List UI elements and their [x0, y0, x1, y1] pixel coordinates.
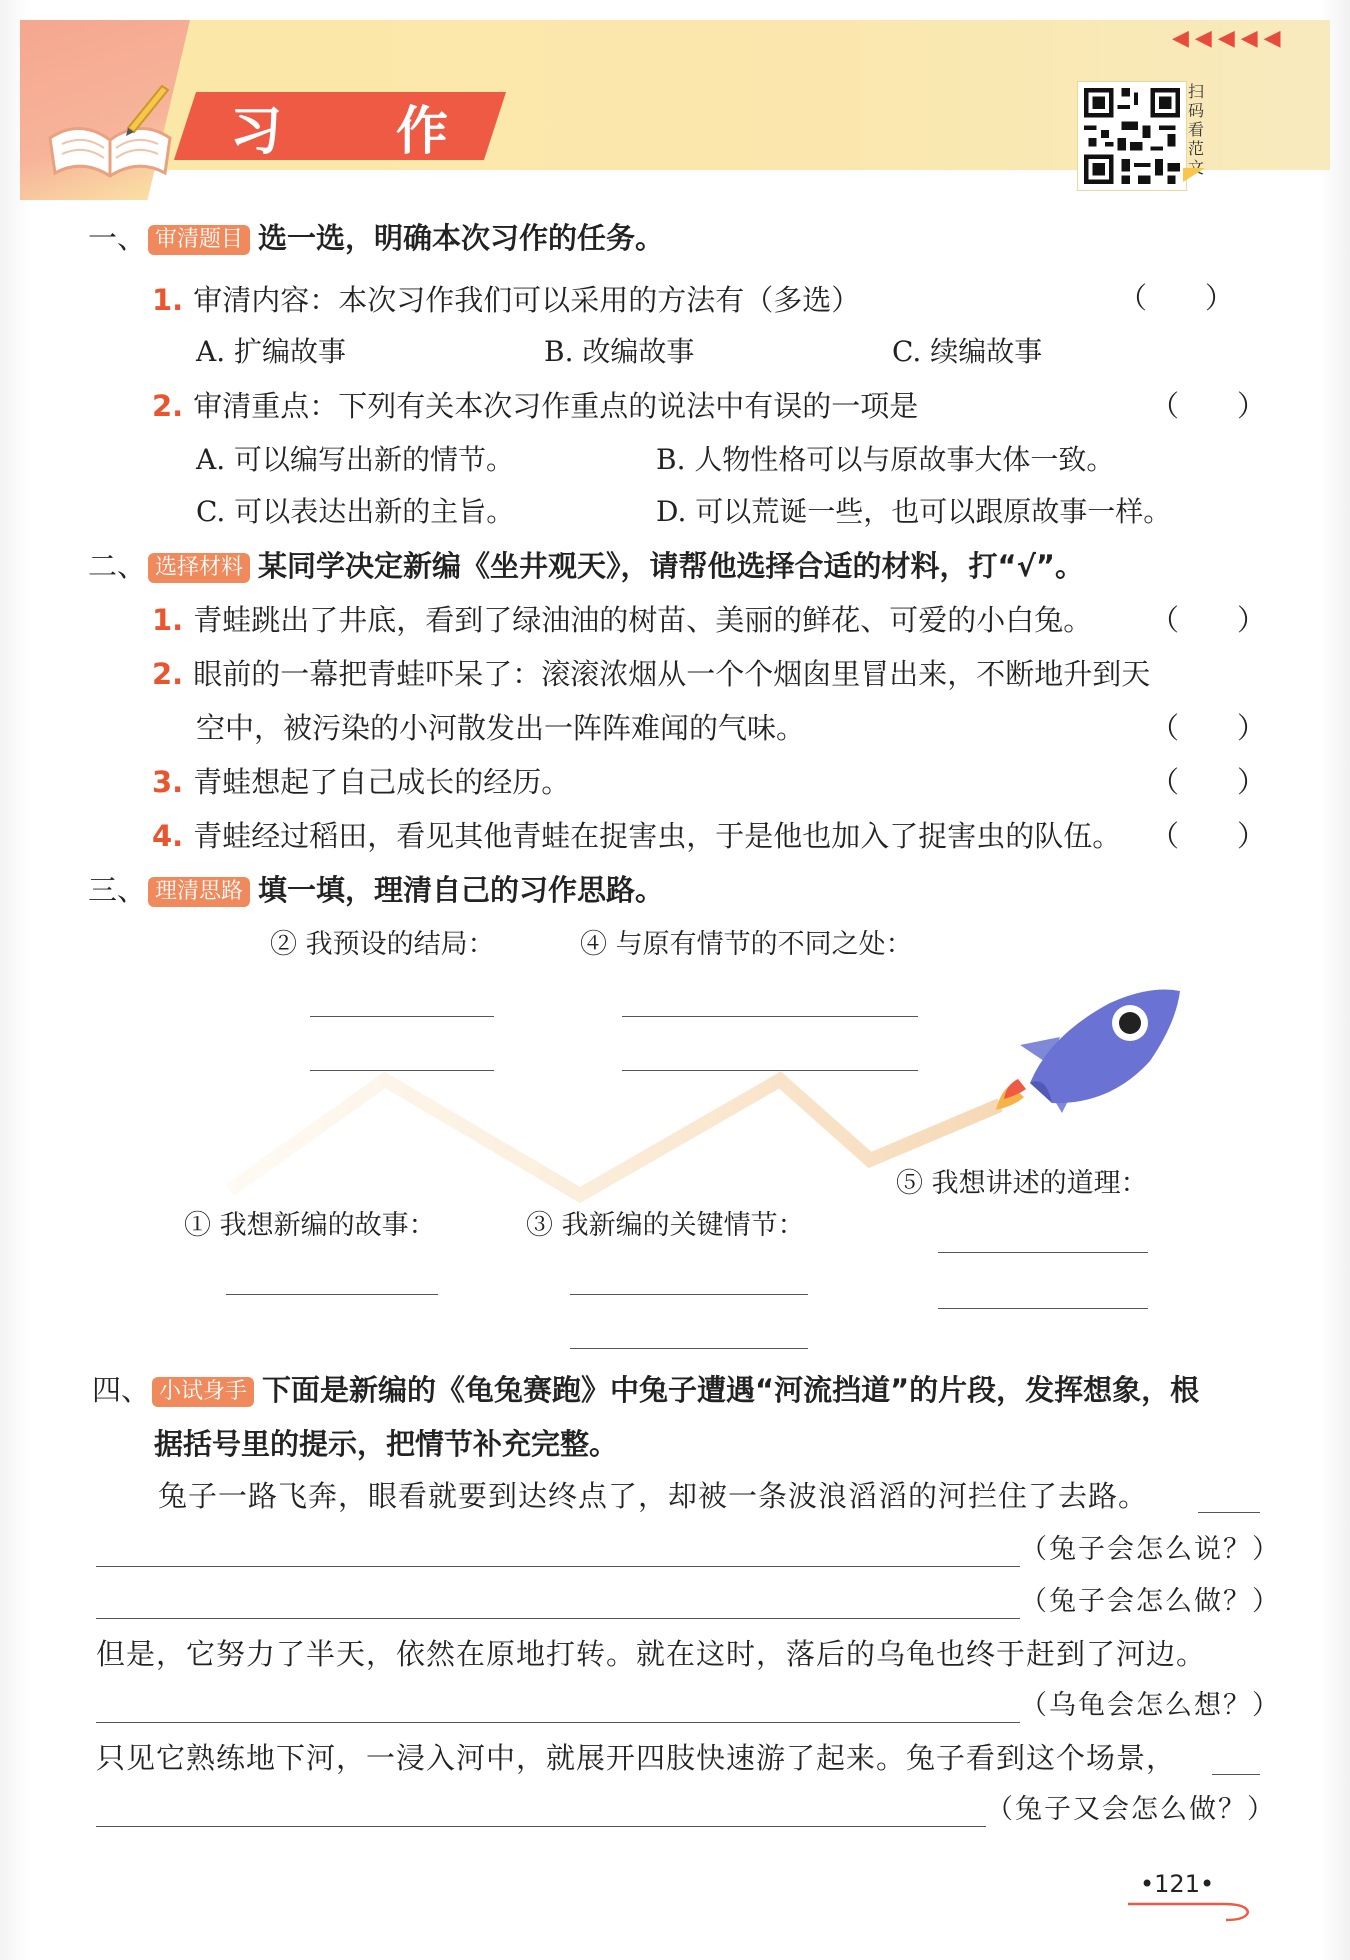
blank-5a[interactable]	[938, 1252, 1148, 1253]
s4-paragraph-2: 但是，它努力了半天，依然在原地打转。就在这时，落后的乌龟也终于赶到了河边。	[96, 1637, 1207, 1671]
map-label-5: ⑤ 我想讲述的道理：	[896, 1168, 1148, 1199]
s4-blank-3[interactable]	[96, 1722, 1020, 1723]
title-char-2: 作	[395, 101, 450, 162]
arrow-decoration-icons: ◀◀◀◀◀	[1172, 26, 1287, 51]
s4-blank-2[interactable]	[96, 1618, 1020, 1619]
blank-4b[interactable]	[622, 1070, 918, 1071]
blank-3b[interactable]	[570, 1348, 808, 1349]
map-label-1: ① 我想新编的故事：	[184, 1210, 436, 1241]
s2-item-1-check[interactable]: （ ）	[1150, 603, 1267, 637]
s4-hint-3: （乌龟会怎么想？）	[1020, 1690, 1281, 1721]
s1-q1-option-a[interactable]: A. 扩编故事	[196, 335, 347, 368]
section-4-heading-cont: 据括号里的提示，把情节补充完整。	[154, 1427, 619, 1461]
s2-item-4-check[interactable]: （ ）	[1150, 819, 1267, 853]
blank-5b[interactable]	[938, 1308, 1148, 1309]
page-number: •121•	[1140, 1870, 1215, 1898]
s4-paragraph-1: 兔子一路飞奔，眼看就要到达终点了，却被一条波浪滔滔的河拦住了去路。	[158, 1479, 1149, 1513]
blank-1a[interactable]	[226, 1294, 438, 1295]
section-1-heading: 一、 审清题目 选一选，明确本次习作的任务。	[88, 221, 665, 255]
s4-paragraph-3: 只见它熟练地下河，一浸入河中，就展开四肢快速游了起来。兔子看到这个场景，	[96, 1741, 1177, 1775]
map-label-2: ② 我预设的结局：	[270, 929, 495, 960]
s1-q2-option-c[interactable]: C. 可以表达出新的主旨。	[196, 495, 515, 528]
blank-4a[interactable]	[622, 1016, 918, 1017]
s4-hint-1: （兔子会怎么说？）	[1020, 1534, 1281, 1565]
s4-blank-4[interactable]	[96, 1826, 986, 1827]
blank-2a[interactable]	[310, 1016, 494, 1017]
s1-q2-option-b[interactable]: B. 人物性格可以与原故事大体一致。	[656, 443, 1115, 476]
s1-q1-answer-box[interactable]: （ ）	[1118, 281, 1235, 315]
section-3-tag: 理清思路	[148, 877, 250, 907]
s1-q1-option-c[interactable]: C. 续编故事	[892, 335, 1043, 368]
section-2-tag: 选择材料	[148, 553, 250, 583]
section-1-tag: 审清题目	[148, 225, 250, 255]
section-2-heading: 二、 选择材料 某同学决定新编《坐井观天》，请帮他选择合适的材料，打“√”。	[88, 549, 1084, 583]
qr-label: 扫码看范文	[1187, 82, 1204, 177]
s2-item-3-check[interactable]: （ ）	[1150, 765, 1267, 799]
s1-question-2: 2. 审清重点：下列有关本次习作重点的说法中有误的一项是	[152, 389, 919, 423]
section-4-tag: 小试身手	[152, 1377, 254, 1407]
s2-item-4: 4. 青蛙经过稻田，看见其他青蛙在捉害虫，于是他也加入了捉害虫的队伍。	[152, 819, 1122, 853]
s4-blank-4-start[interactable]	[1212, 1774, 1260, 1775]
s1-question-1: 1. 审清内容：本次习作我们可以采用的方法有（多选）	[152, 283, 861, 317]
qr-tab-decoration	[1183, 168, 1205, 182]
s1-q1-option-b[interactable]: B. 改编故事	[544, 335, 695, 368]
s2-item-3: 3. 青蛙想起了自己成长的经历。	[152, 765, 571, 799]
section-3-heading: 三、 理清思路 填一填，理清自己的习作思路。	[88, 873, 665, 907]
rocket-icon	[990, 975, 1190, 1125]
s2-item-1: 1. 青蛙跳出了井底，看到了绿油油的树苗、美丽的鲜花、可爱的小白兔。	[152, 603, 1093, 637]
s2-item-2: 2. 眼前的一幕把青蛙吓呆了：滚滚浓烟从一个个烟囱里冒出来，不断地升到天	[152, 657, 1151, 691]
page-number-underline-icon	[1126, 1900, 1256, 1926]
s4-hint-4: （兔子又会怎么做？）	[986, 1794, 1276, 1825]
map-label-3: ③ 我新编的关键情节：	[526, 1210, 805, 1241]
s2-item-2-cont: 空中，被污染的小河散发出一阵阵难闻的气味。	[196, 711, 806, 745]
title-char-1: 习	[230, 101, 285, 162]
s2-item-2-check[interactable]: （ ）	[1150, 711, 1267, 745]
qr-code-icon[interactable]	[1078, 82, 1186, 190]
s4-blank-1-start[interactable]	[1198, 1512, 1260, 1513]
s1-q2-answer-box[interactable]: （ ）	[1150, 389, 1267, 423]
s1-q2-option-a[interactable]: A. 可以编写出新的情节。	[196, 443, 515, 476]
section-4-heading: 四、 小试身手 下面是新编的《龟兔赛跑》中兔子遭遇“河流挡道”的片段，发挥想象，根	[92, 1373, 1200, 1407]
blank-3a[interactable]	[570, 1294, 808, 1295]
open-book-icon	[40, 78, 180, 188]
map-label-4: ④ 与原有情节的不同之处：	[580, 929, 913, 960]
s1-q2-option-d[interactable]: D. 可以荒诞一些，也可以跟原故事一样。	[656, 495, 1172, 528]
s4-blank-1[interactable]	[96, 1566, 1020, 1567]
s4-hint-2: （兔子会怎么做？）	[1020, 1586, 1281, 1617]
page-title	[200, 94, 490, 162]
blank-2b[interactable]	[310, 1070, 494, 1071]
